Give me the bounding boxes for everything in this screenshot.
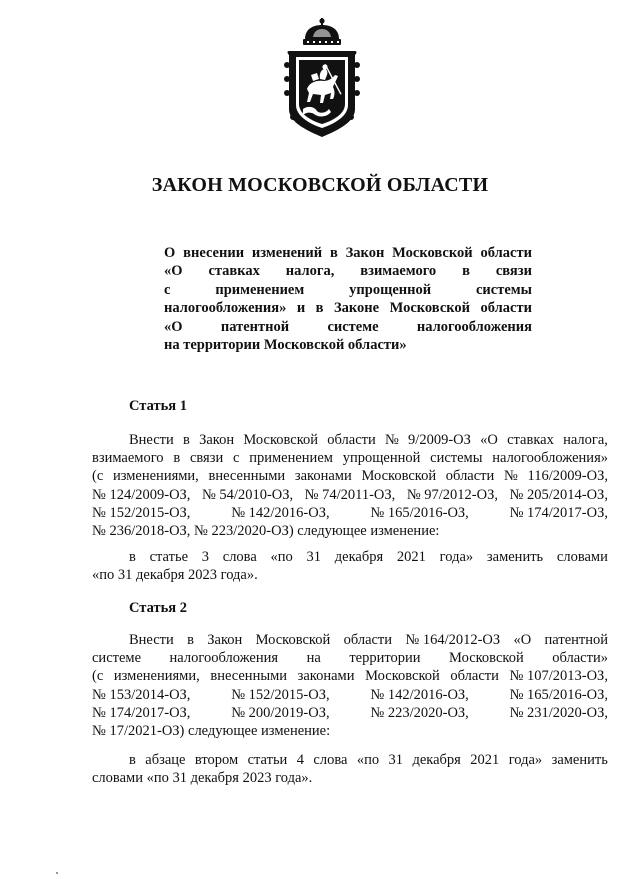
- paragraph-line: № 124/2009-ОЗ, № 54/2010-ОЗ, № 74/2011-ОЗ, № 97/2012-ОЗ, № 205/2014-ОЗ,: [92, 486, 608, 503]
- paragraph-line: Внести в Закон Московской области № 9/2009-ОЗ «О ставках налога,: [129, 432, 608, 448]
- scan-dot: [56, 872, 58, 874]
- subject-line: О внесении изменений в Закон Московской области: [164, 245, 532, 261]
- subject-line: налогообложения» и в Законе Московской области: [164, 300, 532, 317]
- subject-line: «О патентной системе налогообложения: [164, 318, 532, 335]
- subject-line: на территории Московской области»: [164, 337, 407, 354]
- article-2-heading: Статья 2: [129, 600, 187, 616]
- paragraph-line: «по 31 декабря 2023 года».: [92, 567, 258, 584]
- paragraph-line: № 174/2017-ОЗ, № 200/2019-ОЗ, № 223/2020-ОЗ, № 231/2020-ОЗ,: [92, 704, 608, 721]
- article-1-paragraph-2: [92, 548, 608, 584]
- article-1-heading: Статья 1: [129, 398, 187, 414]
- law-title: ЗАКОН МОСКОВСКОЙ ОБЛАСТИ: [151, 174, 489, 196]
- article-2-paragraph-2: [92, 751, 608, 787]
- paragraph-line: в статье 3 слова «по 31 декабря 2021 года» заменить словами: [129, 549, 608, 565]
- paragraph-line: № 152/2015-ОЗ, № 142/2016-ОЗ, № 165/2016-ОЗ, № 174/2017-ОЗ,: [92, 504, 608, 521]
- moscow-oblast-coat-of-arms-icon: [283, 17, 361, 139]
- paragraph-line: системе налогообложения на территории Московской области»: [92, 650, 608, 667]
- subject-line: «О ставках налога, взимаемого в связи: [164, 263, 532, 280]
- paragraph-line: словами «по 31 декабря 2023 года».: [92, 770, 313, 787]
- paragraph-line: № 153/2014-ОЗ, № 152/2015-ОЗ, № 142/2016-ОЗ, № 165/2016-ОЗ,: [92, 686, 608, 703]
- paragraph-line: в абзаце втором статьи 4 слова «по 31 декабря 2021 года» заменить: [129, 752, 608, 768]
- subject-line: с применением упрощенной системы: [164, 281, 532, 298]
- paragraph-line: № 17/2021-ОЗ) следующее изменение:: [92, 723, 331, 740]
- paragraph-line: (с изменениями, внесенными законами Московской области № 107/2013-ОЗ,: [92, 668, 608, 685]
- article-2-paragraph-1: [92, 631, 608, 740]
- article-1-paragraph-1: [92, 431, 608, 540]
- paragraph-line: Внести в Закон Московской области № 164/2012-ОЗ «О патентной: [129, 632, 608, 648]
- law-subject: [164, 244, 532, 354]
- paragraph-line: № 236/2018-ОЗ, № 223/2020-ОЗ) следующее изменение:: [92, 523, 440, 540]
- paragraph-line: взимаемого в связи с применением упрощенной системы налогообложения»: [92, 450, 608, 467]
- paragraph-line: (с изменениями, внесенными законами Московской области № 116/2009-ОЗ,: [92, 468, 608, 485]
